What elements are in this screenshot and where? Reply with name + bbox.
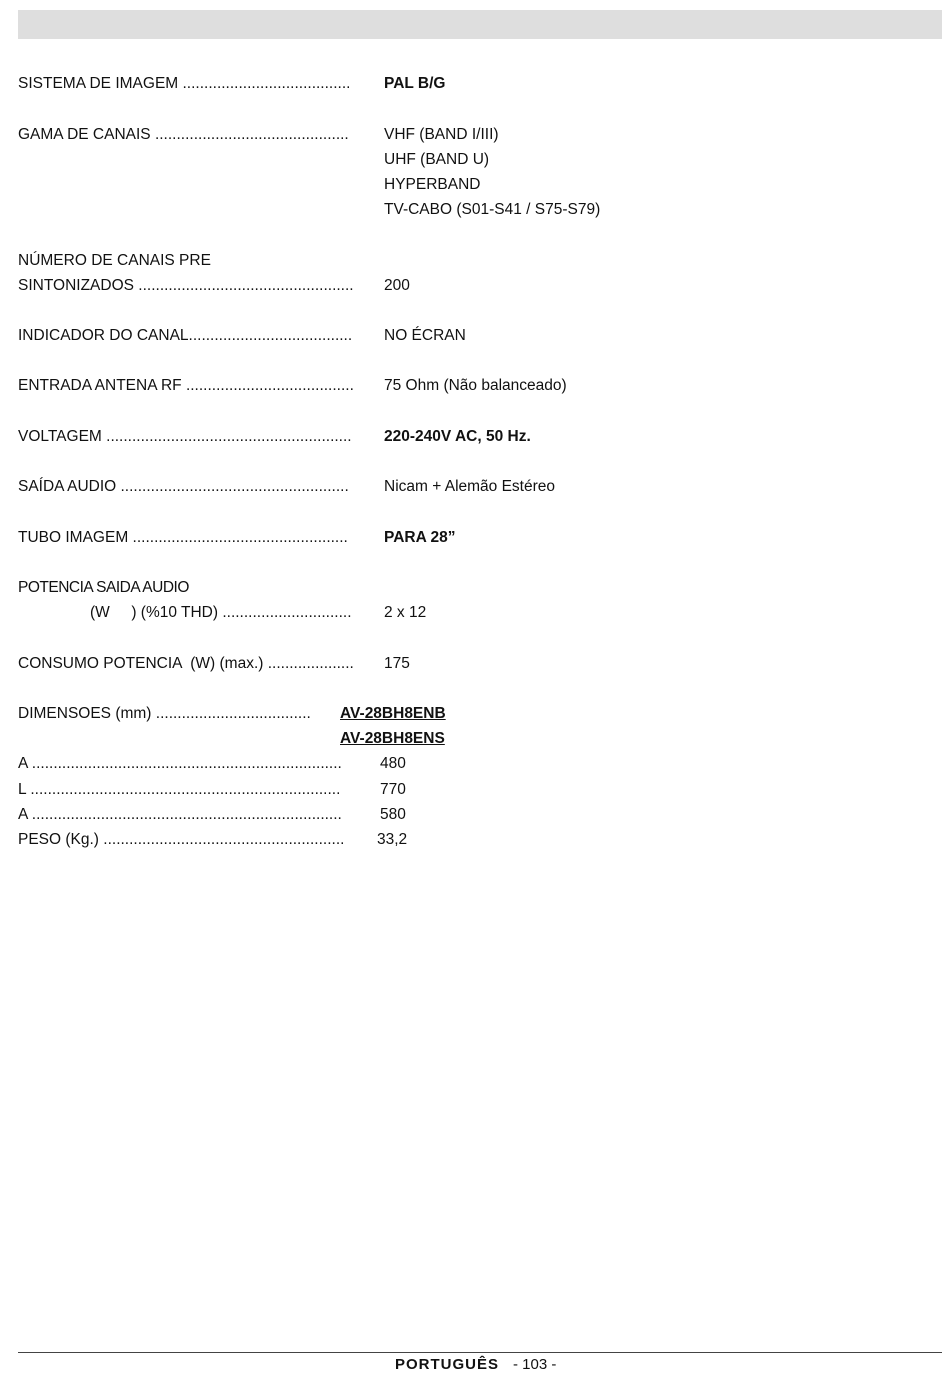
spec-value-potencia-audio: 2 x 12: [384, 604, 427, 621]
spec-value-tubo-imagem: PARA 28”: [384, 529, 456, 546]
spec-value-sistema-imagem: PAL B/G: [384, 75, 446, 92]
footer-divider: [18, 1352, 942, 1353]
header-bar: [18, 10, 942, 39]
spec-value-saida-audio: Nicam + Alemão Estéreo: [384, 478, 556, 495]
footer-language: PORTUGUÊS: [395, 1356, 500, 1373]
spec-value-model-ens: AV-28BH8ENS: [340, 730, 445, 747]
spec-label-indicador-canal: INDICADOR DO CANAL......................................: [18, 327, 353, 344]
spec-value-dim-altura: 480: [380, 755, 406, 772]
spec-label-voltagem: VOLTAGEM .........................................................: [18, 428, 352, 445]
spec-value-consumo-potencia: 175: [384, 655, 410, 672]
spec-label-gama-canais: GAMA DE CANAIS .............................................: [18, 126, 349, 143]
spec-value-dim-profundidade: 580: [380, 806, 406, 823]
spec-value-voltagem: 220-240V AC, 50 Hz.: [384, 428, 531, 445]
spec-value-peso: 33,2: [377, 831, 408, 848]
spec-label-dim-altura: A ........................................................................: [18, 755, 342, 772]
spec-label-peso: PESO (Kg.) ........................................................: [18, 831, 345, 848]
spec-value-dim-largura: 770: [380, 781, 406, 798]
spec-label-potencia-audio-1: POTENCIA SAIDA AUDIO: [18, 579, 189, 596]
spec-value-model-enb: AV-28BH8ENB: [340, 705, 446, 722]
footer-page-number: - 103 -: [513, 1356, 557, 1373]
spec-label-dimensoes: DIMENSOES (mm) ....................................: [18, 705, 311, 722]
spec-label-entrada-antena: ENTRADA ANTENA RF .......................................: [18, 377, 354, 394]
spec-value-indicador-canal: NO ÉCRAN: [384, 327, 466, 344]
spec-value-gama-canais-uhf: UHF (BAND U): [384, 151, 490, 168]
spec-value-entrada-antena: 75 Ohm (Não balanceado): [384, 377, 567, 394]
spec-label-dim-largura: L ........................................................................: [18, 781, 341, 798]
spec-label-saida-audio: SAÍDA AUDIO .....................................................: [18, 478, 349, 495]
spec-label-potencia-audio-2: (W ) (%10 THD) ..............................: [90, 604, 352, 621]
page-footer: [395, 1356, 556, 1374]
spec-value-gama-canais-hyperband: HYPERBAND: [384, 176, 481, 193]
spec-label-sistema-imagem: SISTEMA DE IMAGEM .......................................: [18, 75, 351, 92]
spec-label-tubo-imagem: TUBO IMAGEM ..................................................: [18, 529, 348, 546]
spec-label-consumo-potencia: CONSUMO POTENCIA (W) (max.) ....................: [18, 655, 354, 672]
spec-label-numero-canais-2: SINTONIZADOS ..................................................: [18, 277, 354, 294]
spec-label-numero-canais-1: NÚMERO DE CANAIS PRE: [18, 252, 211, 269]
spec-value-numero-canais: 200: [384, 277, 410, 294]
spec-value-gama-canais-cabo: TV-CABO (S01-S41 / S75-S79): [384, 201, 601, 218]
spec-value-gama-canais-vhf: VHF (BAND I/III): [384, 126, 499, 143]
spec-label-dim-profundidade: A ........................................................................: [18, 806, 342, 823]
